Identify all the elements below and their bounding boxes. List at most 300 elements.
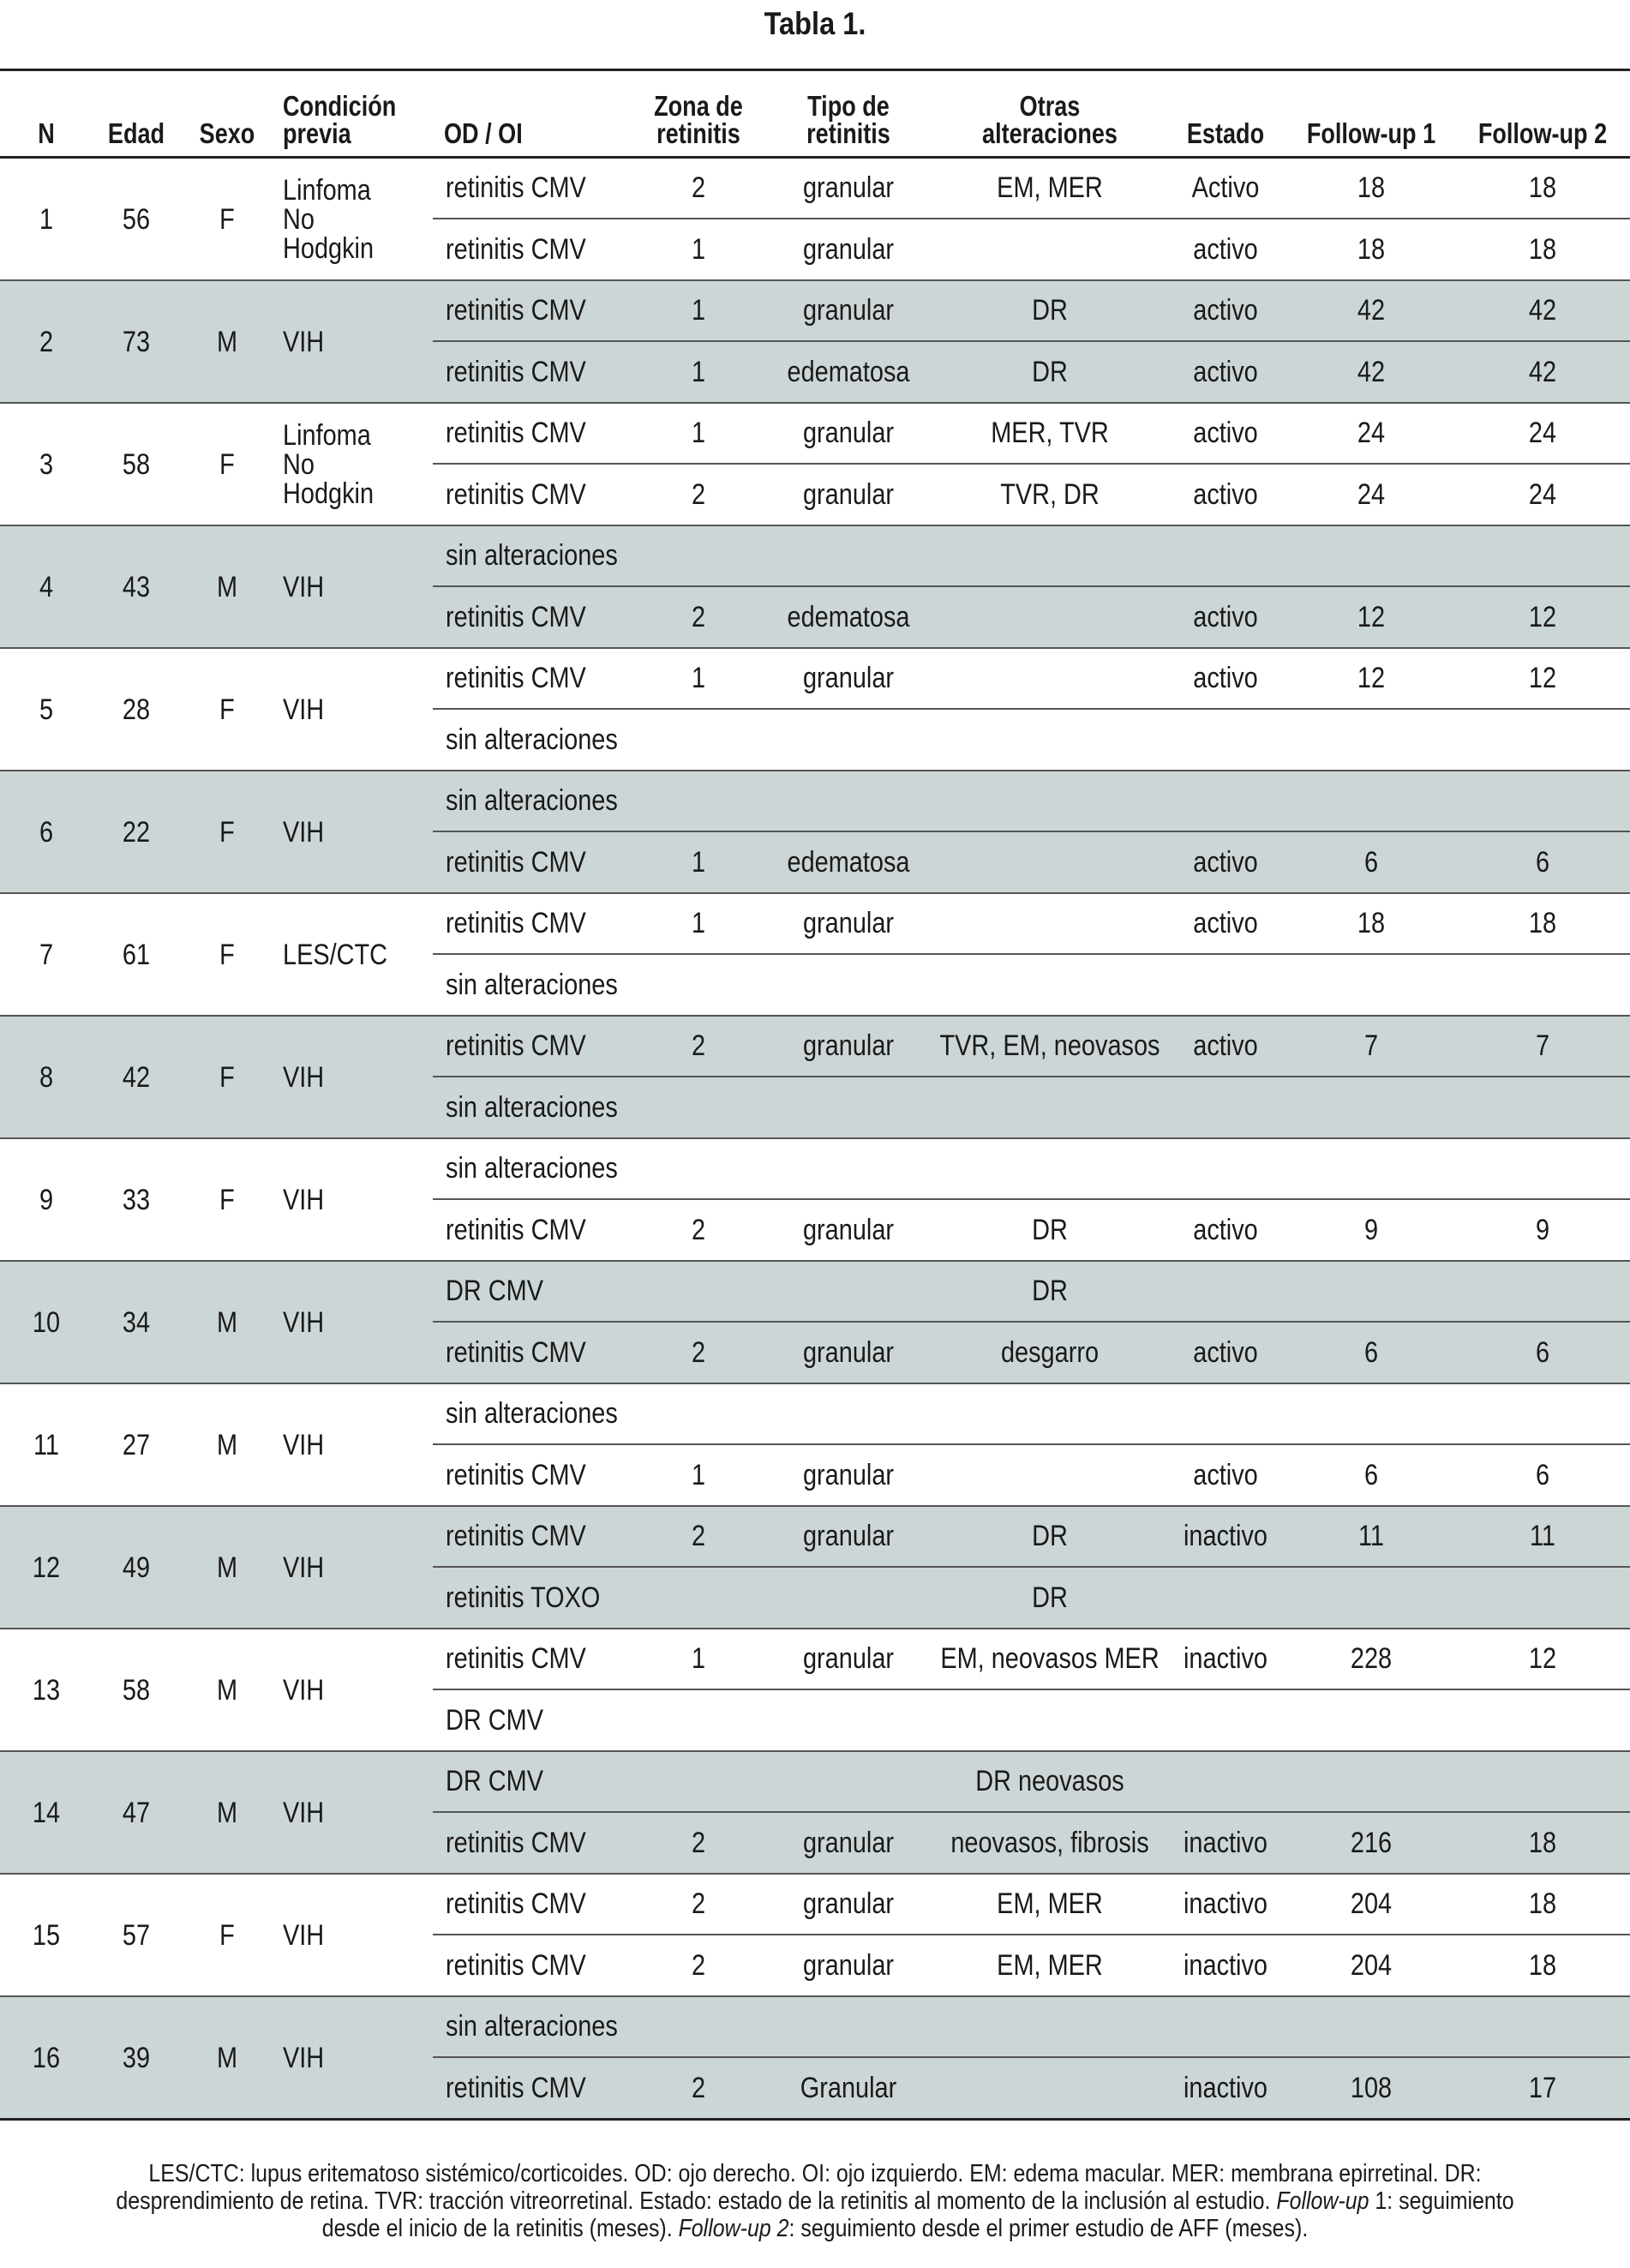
eye-row	[433, 1629, 1630, 1690]
cell-zona: 2	[691, 1029, 706, 1062]
cell-zona: 1	[691, 662, 706, 694]
cell-edad: 22	[122, 815, 151, 849]
header-otras	[944, 90, 1155, 149]
cell-follow-up-2	[1463, 1568, 1623, 1628]
cell-od-oi: sin alteraciones	[446, 968, 618, 1001]
cell-estado: activo	[1193, 1458, 1258, 1491]
eye-row	[433, 1935, 1630, 1995]
cell-otras	[941, 1690, 1160, 1750]
header-follow-up-1: Follow-up 1	[1306, 117, 1436, 149]
cell-condicion: VIH	[283, 1918, 325, 1952]
eye-row	[433, 771, 1630, 832]
cell-otras: DR neovasos	[975, 1765, 1124, 1797]
cell-od-oi: retinitis CMV	[446, 1887, 586, 1920]
cell-tipo	[783, 1690, 914, 1750]
cell-follow-up-1: 18	[1357, 171, 1386, 204]
cell-otras: EM, MER	[997, 1948, 1103, 1982]
patient-row-group	[0, 1017, 1630, 1139]
cell-follow-up-2: 18	[1528, 1826, 1557, 1859]
cell-otras	[941, 649, 1160, 708]
header-tipo	[785, 90, 912, 149]
cell-tipo: Granular	[800, 2071, 897, 2104]
cell-estado: activo	[1193, 417, 1258, 449]
cell-edad: 57	[122, 1918, 151, 1952]
cell-od-oi: DR CMV	[446, 1275, 543, 1307]
cell-estado	[1171, 1752, 1280, 1811]
cell-zona	[633, 771, 764, 831]
cell-zona: 1	[691, 1642, 706, 1675]
eye-row	[433, 1384, 1630, 1445]
footnote-line-1: LES/CTC: lupus eritematoso sistémico/corticoides. OD: ojo derecho. OI: ojo izquierdo. EM: edema macular. MER: membrana epirretinal. DR:	[148, 2160, 1482, 2187]
cell-follow-up-2	[1463, 1384, 1623, 1443]
cell-tipo: granular	[802, 294, 895, 327]
cell-follow-up-2	[1463, 1752, 1623, 1811]
cell-otras	[941, 710, 1160, 770]
cell-zona	[633, 1568, 764, 1628]
cell-estado: activo	[1193, 600, 1258, 633]
cell-follow-up-2: 6	[1535, 845, 1550, 879]
patient-row-group	[0, 1139, 1630, 1262]
cell-zona	[633, 1997, 764, 2056]
cell-n: 11	[33, 1428, 59, 1461]
patient-row-group	[0, 894, 1630, 1017]
footnote-line-2-tail: 1: seguimiento	[1369, 2187, 1514, 2215]
eye-row	[433, 894, 1630, 955]
cell-zona: 2	[691, 1335, 706, 1369]
cell-od-oi: retinitis CMV	[446, 662, 586, 694]
cell-follow-up-1	[1291, 771, 1452, 831]
cell-zona: 2	[691, 1948, 706, 1982]
cell-sexo: M	[216, 1305, 238, 1339]
eye-row	[433, 219, 1630, 279]
cell-follow-up-1	[1291, 1997, 1452, 2056]
cell-follow-up-1: 24	[1357, 477, 1386, 511]
cell-od-oi: retinitis CMV	[446, 845, 586, 879]
cell-otras	[941, 1997, 1160, 2056]
cell-follow-up-2: 18	[1528, 907, 1557, 939]
footnote-follow-up-1-term: Follow-up	[1276, 2187, 1369, 2215]
cell-tipo: granular	[802, 417, 895, 449]
cell-estado: inactivo	[1184, 1826, 1267, 1859]
footnote-line-2	[114, 2187, 1516, 2215]
cell-od-oi: retinitis CMV	[446, 1458, 586, 1491]
cell-od-oi: retinitis CMV	[446, 1213, 586, 1246]
table-title: Tabla 1.	[764, 6, 866, 41]
cell-otras: DR	[1032, 355, 1068, 388]
cell-n: 10	[32, 1305, 61, 1339]
patient-row-group	[0, 526, 1630, 649]
cell-follow-up-2: 7	[1535, 1029, 1550, 1062]
cell-estado: activo	[1193, 294, 1258, 327]
cell-condicion: VIH	[283, 1060, 325, 1094]
cell-n: 1	[39, 202, 54, 236]
cell-follow-up-1: 108	[1350, 2071, 1393, 2104]
patient-row-group	[0, 1507, 1630, 1629]
cell-estado: Activo	[1191, 171, 1260, 204]
cell-follow-up-2: 11	[1529, 1520, 1555, 1552]
cell-follow-up-2: 42	[1528, 355, 1557, 388]
cell-edad: 39	[122, 2041, 151, 2074]
eye-row	[433, 1568, 1630, 1628]
cell-tipo	[783, 1997, 914, 2056]
cell-sexo: M	[216, 2041, 238, 2074]
cell-follow-up-1	[1291, 1077, 1452, 1137]
cell-estado	[1171, 1077, 1280, 1137]
cell-zona: 2	[691, 1213, 706, 1246]
eye-row	[433, 1813, 1630, 1873]
cell-od-oi: retinitis TOXO	[446, 1581, 601, 1614]
cell-estado: activo	[1193, 907, 1258, 939]
cell-follow-up-2: 24	[1528, 477, 1557, 511]
cell-follow-up-1	[1291, 1568, 1452, 1628]
cell-estado: activo	[1193, 477, 1258, 511]
cell-follow-up-1: 18	[1357, 907, 1386, 939]
cell-estado	[1171, 1384, 1280, 1443]
cell-od-oi: DR CMV	[446, 1703, 543, 1737]
cell-follow-up-2: 18	[1528, 1887, 1557, 1920]
eye-row	[433, 1017, 1630, 1077]
cell-follow-up-1	[1291, 1262, 1452, 1321]
cell-od-oi: retinitis CMV	[446, 294, 586, 327]
cell-follow-up-1: 7	[1363, 1029, 1379, 1062]
cell-zona	[633, 955, 764, 1015]
cell-follow-up-2: 24	[1528, 417, 1557, 449]
cell-otras	[941, 526, 1160, 585]
cell-zona: 1	[691, 355, 706, 388]
cell-sexo: M	[216, 1428, 238, 1461]
cell-zona	[633, 1077, 764, 1137]
cell-estado	[1171, 710, 1280, 770]
cell-tipo	[783, 1568, 914, 1628]
cell-od-oi: sin alteraciones	[446, 723, 618, 756]
cell-zona	[633, 1690, 764, 1750]
eye-row	[433, 465, 1630, 525]
cell-follow-up-2: 6	[1535, 1458, 1550, 1491]
eye-row	[433, 1875, 1630, 1935]
header-zona-line2: retinitis	[656, 117, 740, 149]
cell-zona: 2	[691, 477, 706, 511]
header-follow-up-2: Follow-up 2	[1477, 117, 1608, 149]
eye-row	[433, 342, 1630, 402]
eye-row	[433, 526, 1630, 587]
cell-zona	[633, 1139, 764, 1198]
footnote-line-3	[114, 2215, 1516, 2242]
cell-condicion: VIH	[283, 1673, 325, 1707]
cell-sexo: M	[216, 1551, 238, 1584]
cell-otras: EM, MER	[997, 171, 1103, 204]
cell-follow-up-1: 18	[1357, 232, 1386, 266]
cell-n: 5	[39, 693, 54, 726]
cell-tipo: granular	[802, 907, 895, 939]
cell-follow-up-1	[1291, 1752, 1452, 1811]
cell-zona: 2	[691, 171, 706, 204]
cell-od-oi: retinitis CMV	[446, 907, 586, 939]
patient-row-group	[0, 771, 1630, 894]
cell-sexo: F	[219, 1183, 235, 1216]
table-header	[0, 69, 1630, 159]
cell-zona: 2	[691, 2071, 706, 2104]
cell-sexo: F	[219, 1060, 235, 1094]
cell-tipo: edematosa	[787, 600, 910, 633]
cell-edad: 47	[122, 1796, 151, 1829]
cell-follow-up-2: 17	[1528, 2071, 1557, 2104]
eye-row	[433, 1323, 1630, 1383]
footnote-line-3-tail: : seguimiento desde el primer estudio de AFF (meses).	[788, 2215, 1309, 2242]
eye-row	[433, 955, 1630, 1015]
cell-sexo: F	[219, 815, 235, 849]
cell-tipo: granular	[802, 1213, 895, 1246]
eye-row	[433, 649, 1630, 710]
cell-otras	[941, 1445, 1160, 1505]
header-otras-line1: Otras	[1019, 90, 1081, 122]
cell-otras: TVR, DR	[1000, 477, 1100, 511]
cell-zona	[633, 1384, 764, 1443]
cell-n: 9	[39, 1183, 54, 1216]
patient-row-group	[0, 159, 1630, 281]
cell-od-oi: sin alteraciones	[446, 1397, 618, 1430]
cell-tipo	[783, 526, 914, 585]
cell-zona	[633, 1752, 764, 1811]
header-condicion-line1: Condición	[283, 90, 397, 122]
cell-sexo: F	[219, 447, 235, 481]
cell-otras	[941, 1384, 1160, 1443]
cell-otras: DR	[1032, 1581, 1068, 1614]
cell-tipo: granular	[802, 1642, 895, 1675]
cell-tipo: granular	[802, 1458, 895, 1491]
cell-edad: 49	[122, 1551, 151, 1584]
eye-row	[433, 2058, 1630, 2118]
cell-follow-up-2: 18	[1528, 171, 1557, 204]
cell-n: 16	[32, 2041, 61, 2074]
header-otras-line2: alteraciones	[982, 117, 1118, 149]
eye-row	[433, 404, 1630, 465]
header-condicion-line2: previa	[283, 117, 351, 149]
cell-zona	[633, 1262, 764, 1321]
cell-follow-up-2	[1463, 771, 1623, 831]
cell-otras	[941, 771, 1160, 831]
cell-od-oi: retinitis CMV	[446, 477, 586, 511]
cell-estado: activo	[1193, 1335, 1258, 1369]
cell-n: 6	[39, 815, 54, 849]
cell-follow-up-1: 6	[1363, 1458, 1379, 1491]
cell-sexo: F	[219, 938, 235, 971]
cell-follow-up-2: 12	[1528, 1642, 1557, 1675]
footnote-line-2-text: desprendimiento de retina. TVR: tracción vitreorretinal. Estado: estado de la retinitis al momento de la inclusión al estudio.	[116, 2187, 1277, 2215]
cell-n: 3	[39, 447, 54, 481]
cell-tipo	[783, 1384, 914, 1443]
cell-sexo: M	[216, 570, 238, 603]
cell-estado: activo	[1193, 845, 1258, 879]
header-zona-line1: Zona de	[654, 90, 743, 122]
cell-n: 7	[39, 938, 54, 971]
cell-follow-up-2	[1463, 1077, 1623, 1137]
cell-otras	[941, 587, 1160, 647]
cell-estado: inactivo	[1184, 1520, 1267, 1552]
cell-zona: 1	[691, 1458, 706, 1491]
cell-estado	[1171, 771, 1280, 831]
cell-follow-up-2: 18	[1528, 1948, 1557, 1982]
cell-edad: 27	[122, 1428, 151, 1461]
cell-follow-up-2	[1463, 1262, 1623, 1321]
cell-zona: 1	[691, 907, 706, 939]
cell-otras: neovasos, fibrosis	[950, 1826, 1149, 1859]
cell-follow-up-1: 11	[1357, 1520, 1384, 1552]
cell-od-oi: sin alteraciones	[446, 784, 618, 817]
cell-od-oi: retinitis CMV	[446, 600, 586, 633]
header-edad: Edad	[107, 117, 165, 149]
cell-estado: activo	[1193, 1029, 1258, 1062]
patient-row-group	[0, 1384, 1630, 1507]
cell-otras	[941, 219, 1160, 279]
cell-sexo: F	[219, 693, 235, 726]
eye-row	[433, 1752, 1630, 1813]
header-estado: Estado	[1186, 117, 1265, 149]
cell-otras: desgarro	[1000, 1335, 1100, 1369]
cell-od-oi: retinitis CMV	[446, 417, 586, 449]
cell-follow-up-2: 6	[1535, 1335, 1550, 1369]
cell-sexo: M	[216, 1673, 238, 1707]
cell-edad: 58	[122, 447, 151, 481]
cell-follow-up-2: 9	[1535, 1213, 1550, 1246]
cell-zona: 2	[691, 1826, 706, 1859]
patient-row-group	[0, 1262, 1630, 1384]
cell-otras: DR	[1032, 1520, 1068, 1552]
header-n: N	[38, 117, 55, 149]
cell-tipo: granular	[802, 171, 895, 204]
cell-tipo	[783, 1752, 914, 1811]
table-bottom-rule	[0, 2118, 1630, 2121]
patient-row-group	[0, 1875, 1630, 1997]
cell-estado	[1171, 1262, 1280, 1321]
cell-follow-up-2	[1463, 955, 1623, 1015]
cell-otras: EM, neovasos MER	[940, 1642, 1160, 1675]
cell-otras: DR	[1032, 1213, 1068, 1246]
cell-follow-up-1: 216	[1350, 1826, 1393, 1859]
table-footnote	[0, 2160, 1630, 2242]
cell-condicion: VIH	[283, 693, 325, 726]
cell-estado: activo	[1193, 662, 1258, 694]
cell-follow-up-2	[1463, 1690, 1623, 1750]
cell-otras: MER, TVR	[991, 417, 1109, 449]
cell-otras	[941, 2058, 1160, 2118]
cell-estado: inactivo	[1184, 1642, 1267, 1675]
cell-follow-up-1: 42	[1357, 355, 1386, 388]
cell-follow-up-1: 9	[1363, 1213, 1379, 1246]
cell-od-oi: retinitis CMV	[446, 2071, 586, 2104]
cell-n: 4	[39, 570, 54, 603]
cell-follow-up-1	[1291, 526, 1452, 585]
cell-edad: 28	[122, 693, 151, 726]
cell-estado: inactivo	[1184, 1948, 1267, 1982]
header-tipo-line1: Tipo de	[807, 90, 890, 122]
patient-row-group	[0, 404, 1630, 526]
eye-row	[433, 159, 1630, 219]
cell-edad: 58	[122, 1673, 151, 1707]
cell-estado	[1171, 955, 1280, 1015]
cell-edad: 43	[122, 570, 151, 603]
cell-sexo: M	[216, 325, 238, 358]
eye-row	[433, 1445, 1630, 1505]
cell-zona: 2	[691, 1520, 706, 1552]
cell-tipo	[783, 1139, 914, 1198]
cell-od-oi: sin alteraciones	[446, 2010, 618, 2043]
cell-otras: DR	[1032, 1275, 1068, 1307]
cell-n: 15	[32, 1918, 61, 1952]
cell-condicion: LES/CTC	[283, 938, 388, 971]
cell-estado	[1171, 1690, 1280, 1750]
cell-condicion: VIH	[283, 1551, 325, 1584]
footnote-follow-up-2-term: Follow-up 2	[678, 2215, 789, 2242]
cell-od-oi: sin alteraciones	[446, 1152, 618, 1185]
header-zona	[635, 90, 762, 149]
cell-condicion: VIH	[283, 1428, 325, 1461]
eye-row	[433, 281, 1630, 342]
cell-follow-up-1: 6	[1363, 845, 1379, 879]
cell-follow-up-2	[1463, 710, 1623, 770]
cell-condicion: VIH	[283, 1183, 325, 1216]
cell-estado	[1171, 526, 1280, 585]
cell-otras: DR	[1032, 294, 1068, 327]
eye-row	[433, 1077, 1630, 1137]
cell-condicion: VIH	[283, 1305, 325, 1339]
cell-tipo: granular	[802, 662, 895, 694]
cell-condicion: VIH	[283, 2041, 325, 2074]
patient-row-group	[0, 281, 1630, 404]
eye-row	[433, 1200, 1630, 1260]
cell-otras	[941, 955, 1160, 1015]
cell-follow-up-2: 18	[1528, 232, 1557, 266]
cell-tipo	[783, 710, 914, 770]
cell-tipo: granular	[802, 1887, 895, 1920]
cell-edad: 33	[122, 1183, 151, 1216]
cell-follow-up-2: 12	[1528, 662, 1557, 694]
cell-estado: inactivo	[1184, 2071, 1267, 2104]
header-odoi: OD / OI	[444, 117, 523, 149]
cell-zona	[633, 526, 764, 585]
cell-od-oi: retinitis CMV	[446, 1520, 586, 1552]
patient-row-group	[0, 1629, 1630, 1752]
cell-tipo: granular	[802, 1029, 895, 1062]
cell-follow-up-1: 204	[1350, 1887, 1393, 1920]
cell-follow-up-2	[1463, 1139, 1623, 1198]
cell-od-oi: retinitis CMV	[446, 171, 586, 204]
cell-sexo: F	[219, 202, 235, 236]
cell-condicion: VIH	[283, 1796, 325, 1829]
cell-follow-up-1	[1291, 1384, 1452, 1443]
eye-row	[433, 1262, 1630, 1323]
cell-tipo: edematosa	[787, 355, 910, 388]
cell-follow-up-2	[1463, 1997, 1623, 2056]
cell-tipo	[783, 771, 914, 831]
footnote-line-3-text: desde el inicio de la retinitis (meses).	[321, 2215, 679, 2242]
cell-follow-up-1: 42	[1357, 294, 1386, 327]
cell-tipo	[783, 955, 914, 1015]
cell-follow-up-2: 42	[1528, 294, 1557, 327]
cell-zona: 1	[691, 417, 706, 449]
cell-condicion: VIH	[283, 325, 325, 358]
cell-n: 8	[39, 1060, 54, 1094]
cell-follow-up-1	[1291, 710, 1452, 770]
cell-od-oi: retinitis CMV	[446, 232, 586, 266]
cell-condicion: Linfoma No Hodgkin	[283, 173, 375, 265]
cell-edad: 73	[122, 325, 151, 358]
cell-estado	[1171, 1139, 1280, 1198]
patient-row-group	[0, 1997, 1630, 2120]
cell-estado: inactivo	[1184, 1887, 1267, 1920]
cell-follow-up-1: 12	[1357, 600, 1386, 633]
cell-tipo	[783, 1262, 914, 1321]
cell-n: 14	[32, 1796, 61, 1829]
